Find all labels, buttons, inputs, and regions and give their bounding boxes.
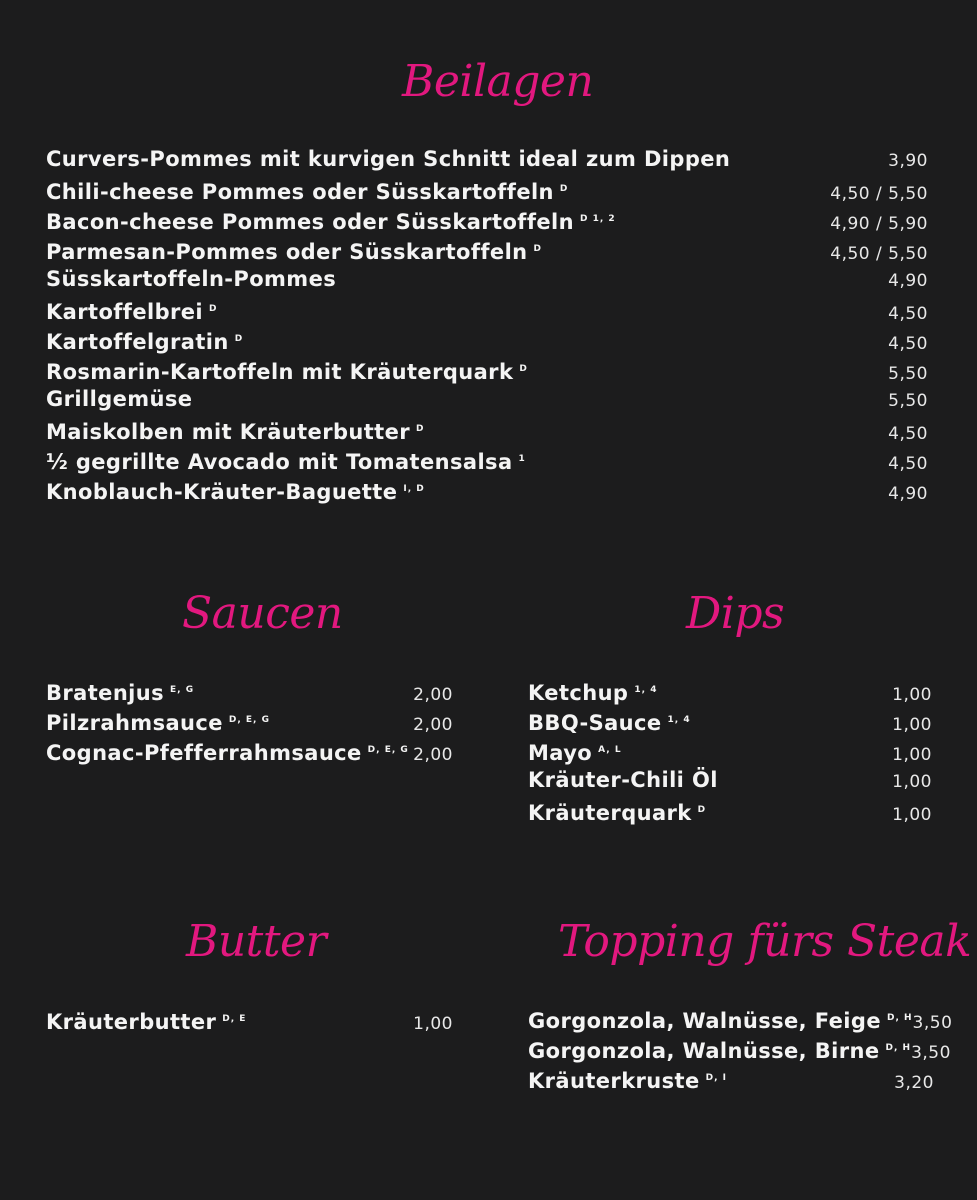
allergen-note: 1, 4 [667,715,691,725]
menu-item-name: Kräuterkruste [528,1069,700,1093]
menu-item-name: Kräuterquark [528,801,692,825]
butter-list [46,1004,453,1034]
heading-saucen: Saucen [182,588,343,639]
menu-item-price: 1,00 [892,772,932,792]
heading-butter: Butter [186,916,327,967]
menu-item-label [46,474,425,509]
menu-item-price: 4,90 [888,484,928,504]
allergen-note: D [697,805,707,815]
allergen-note: D, I [705,1073,728,1083]
menu-item [528,735,932,765]
menu-item [46,354,928,384]
menu-item-name: Mayo [528,741,593,765]
menu-item-name: Curvers-Pommes mit kurvigen Schnitt ideal zum Dippen [46,147,731,171]
menu-item-label [46,735,409,770]
menu-item-price: 2,00 [413,715,453,735]
menu-item-price: 2,00 [413,745,453,765]
menu-item [46,675,453,705]
allergen-note: D [519,364,528,374]
menu-item-price: 4,50 [888,304,928,324]
menu-item-label [46,384,192,416]
allergen-note: A, L [598,745,622,755]
menu-item-label [528,1063,727,1098]
allergen-note: D [533,244,543,254]
menu-item-price: 3,50 [911,1043,951,1063]
menu-item [528,1003,953,1033]
menu-item-label [46,264,336,296]
menu-item-name: Ketchup [528,681,629,705]
menu-item-price: 5,50 [888,364,928,384]
saucen-list [46,675,453,765]
menu-item-price: 4,50 / 5,50 [830,184,928,204]
menu-item-name: Rosmarin-Kartoffeln mit Kräuterquark [46,360,514,384]
dips-list [528,675,932,825]
allergen-note: 1 [518,454,526,464]
allergen-note: D, E [222,1014,247,1024]
menu-item-price: 4,90 / 5,90 [830,214,928,234]
heading-topping: Topping fürs Steak [558,916,972,967]
menu-item-price: 1,00 [413,1014,453,1034]
menu-item-price: 1,00 [892,685,932,705]
allergen-note: D, H [885,1043,912,1053]
allergen-note: D [416,424,425,434]
menu-item [46,174,928,204]
menu-item-name: Gorgonzola, Walnüsse, Feige [528,1009,881,1033]
menu-item [46,735,453,765]
menu-item-price: 2,00 [413,685,453,705]
menu-item-name: Gorgonzola, Walnüsse, Birne [528,1039,880,1063]
allergen-note: D [559,184,569,194]
menu-item [46,414,928,444]
menu-item-name: Kartoffelgratin [46,330,229,354]
menu-item-price: 5,50 [888,391,928,411]
beilagen-list [46,144,928,504]
menu-item-price: 4,50 [888,334,928,354]
allergen-note: D, H [886,1013,913,1023]
allergen-note: D [209,304,218,314]
menu-item-name: Pilzrahmsauce [46,711,223,735]
menu-item-name: Bratenjus [46,681,165,705]
heading-beilagen: Beilagen [402,56,594,107]
menu-item [528,675,932,705]
allergen-note: D [234,334,244,344]
menu-item [46,234,928,264]
menu-item [528,765,932,795]
menu-item-name: Cognac-Pfefferrahmsauce [46,741,362,765]
menu-item-name: Kartoffelbrei [46,300,204,324]
menu-item-name: Süsskartoffeln-Pommes [46,267,337,291]
menu-item-name: Chili-cheese Pommes oder Süsskartoffeln [46,180,554,204]
menu-item-label [46,144,730,176]
menu-item-price: 4,50 [888,424,928,444]
menu-item-name: Parmesan-Pommes oder Süsskartoffeln [46,240,528,264]
menu-item-name: Bacon-cheese Pommes oder Süsskartoffeln [46,210,574,234]
menu-item-name: Kräuterbutter [46,1010,217,1034]
menu-item-name: Grillgemüse [46,387,193,411]
topping-list [528,1003,953,1093]
menu-item [528,705,932,735]
menu-item-name: Knoblauch-Kräuter-Baguette [46,480,398,504]
menu-item-price: 4,90 [888,271,928,291]
menu-item-label [46,1004,246,1039]
menu-item-price: 4,50 / 5,50 [830,244,928,264]
menu-item [46,705,453,735]
menu-item-price: 1,00 [892,805,932,825]
menu-item [46,444,928,474]
menu-item-name: ½ gegrillte Avocado mit Tomatensalsa [46,450,513,474]
menu-item [46,324,928,354]
menu-item [528,1033,951,1063]
menu-item-price: 4,50 [888,454,928,474]
menu-item [528,795,932,825]
menu-item-price: 3,90 [888,151,928,171]
menu-item-label [528,765,718,797]
menu-item-price: 1,00 [892,745,932,765]
menu-item [46,1004,453,1034]
allergen-note: E, G [170,685,195,695]
allergen-note: 1, 4 [634,685,658,695]
menu-item [46,294,928,324]
menu-item-price: 1,00 [892,715,932,735]
menu-item-label [528,795,706,830]
allergen-note: D, E, G [228,715,271,725]
menu-item [46,144,928,174]
menu-item-name: BBQ-Sauce [528,711,662,735]
allergen-note: D, E, G [367,745,409,755]
heading-dips: Dips [686,588,785,639]
allergen-note: I, D [403,484,425,494]
menu-item-name: Maiskolben mit Kräuterbutter [46,420,411,444]
allergen-note: D 1, 2 [579,214,616,224]
menu-item-price: 3,50 [912,1013,953,1033]
menu-item-name: Kräuter-Chili Öl [528,768,718,792]
menu-item-price: 3,20 [894,1073,934,1093]
menu-item [46,204,928,234]
